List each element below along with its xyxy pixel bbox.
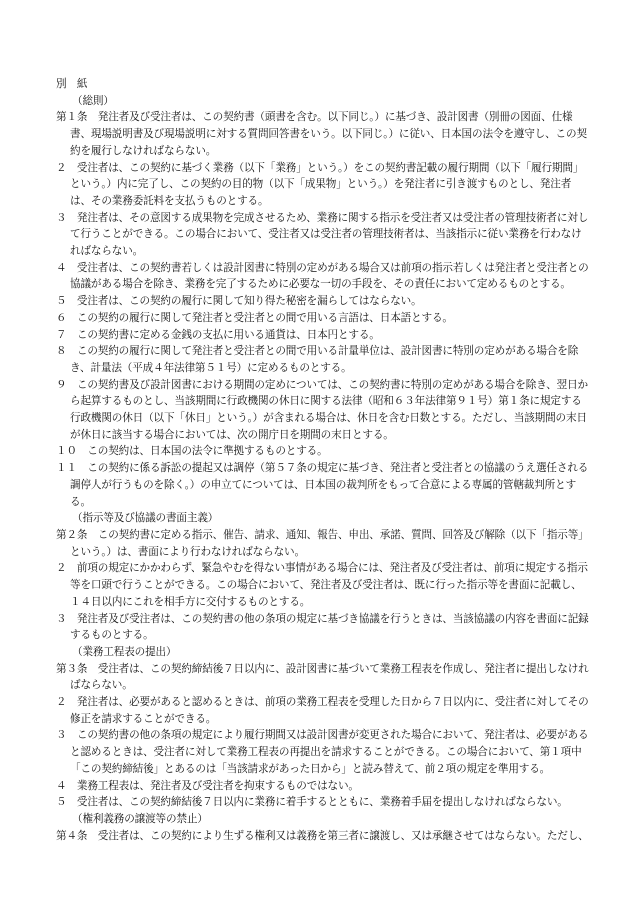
clause-paragraph: 第３条 受注者は、この契約締結後７日以内に、設計図書に基づいて業務工程表を作成し、発注者に提出しなければならない。 [56,662,589,692]
clause-paragraph: ５ 受注者は、この契約締結後７日以内に業務に着手するとともに、業務着手届を提出しなければならない。 [56,796,568,809]
section-heading: （権利義務の譲渡等の禁止） [72,812,208,825]
clause-paragraph: ２ 発注者は、必要があると認めるときは、前項の業務工程表を受理した日から７日以内に、受注者に対してその修正を請求することができる。 [56,696,589,725]
clause-paragraph: ４ 受注者は、この契約書若しくは設計図書に特別の定めがある場合又は前項の指示若しくは発注者と受注者との協議がある場合を除き、業務を完了するために必要な一切の手段を、その責任において定めるものとする。 [56,261,589,291]
clause-paragraph: ２ 受注者は、この契約に基づく業務（以下「業務」という。）をこの契約書記載の履行期間（以下「履行期間」という。）内に完了し、この契約の目的物（以下「成果物」という。）を発注者に引き渡すものとし、発注者は、その業務委託料を支払うものとする。 [56,161,584,207]
contract-body [56,93,590,845]
section-heading: （総則） [72,94,114,107]
clause-paragraph: １０ この契約は、日本国の法令に準拠するものとする。 [56,445,328,458]
appendix-label: 別 紙 [56,78,88,90]
clause-paragraph: 第２条 この契約書に定める指示、催告、請求、通知、報告、申出、承諾、質問、回答及び解除（以下「指示等」という。）は、書面により行わなければならない。 [56,528,589,558]
clause-paragraph: ６ この契約の履行に関して発注者と受注者との間で用いる言語は、日本語とする。 [56,311,453,324]
clause-paragraph: ３ この契約書の他の条項の規定により履行期間又は設計図書が変更された場合において、発注者は、必要があると認めるときは、受注者に対して業務工程表の再提出を請求することができる。この場合において、第１項中「この契約締結後」とあるのは「当該請求があった日から」と読み替えて、前２項の規定を準用する。 [56,729,589,775]
clause-paragraph: ９ この契約書及び設計図書における期間の定めについては、この契約書に特別の定めがある場合を除き、翌日から起算するものとし、当該期間に行政機関の休日に関する法律（昭和６３年法律第９１号）第１条に規定する行政機関の休日（以下「休日」という。）が含まれる場合は、休日を含む日数とする。ただし、当該期間の末日が休日に該当する場合においては、次の開庁日を期間の末日とする。 [56,378,588,441]
clause-paragraph: ２ 前項の規定にかかわらず、緊急やむを得ない事情がある場合には、発注者及び受注者は、前項に規定する指示等を口頭で行うことができる。この場合において、発注者及び受注者は、既に行った指示等を書面に記載し、１４日以内にこれを相手方に交付するものとする。 [56,562,588,608]
clause-paragraph: １１ この契約に係る訴訟の提起又は調停（第５７条の規定に基づき、発注者と受注者との協議のうえ選任される調停人が行うものを除く。）の申立てについては、日本国の裁判所をもって合意による専属的管轄裁判所とする。 [56,462,589,508]
clause-paragraph: 第４条 受注者は、この契約により生ずる権利又は義務を第三者に譲渡し、又は承継させてはならない。ただし、 [56,829,589,842]
section-heading: （業務工程表の提出） [72,645,177,658]
clause-paragraph: ３ 発注者及び受注者は、この契約書の他の条項の規定に基づき協議を行うときは、当該協議の内容を書面に記録するものとする。 [56,612,589,642]
clause-paragraph: ３ 発注者は、その意図する成果物を完成させるため、業務に関する指示を受注者又は受注者の管理技術者に対して行うことができる。この場合において、受注者又は受注者の管理技術者は、当該指示に従い業務を行わなければならない。 [56,211,589,258]
clause-paragraph: ５ 受注者は、この契約の履行に関して知り得た秘密を漏らしてはならない。 [56,295,422,308]
clause-paragraph: ８ この契約の履行に関して発注者と受注者との間で用いる計量単位は、設計図書に特別の定めがある場合を除き、計量法（平成４年法律第５１号）に定めるものとする。 [56,345,579,374]
clause-paragraph: ７ この契約書に定める金銭の支払に用いる通貨は、日本円とする。 [56,328,380,341]
clause-paragraph: 第１条 発注者及び受注者は、この契約書（頭書を含む。以下同じ。）に基づき、設計図書（別冊の図面、仕様書、現場説明書及び現場説明に対する質問回答書をいう。以下同じ。）に従い、日本国の法令を遵守し、この契約を履行しなければならない。 [56,111,587,157]
section-heading: （指示等及び協議の書面主義） [72,512,219,525]
clause-paragraph: ４ 業務工程表は、発注者及び受注者を拘束するものではない。 [56,779,359,792]
